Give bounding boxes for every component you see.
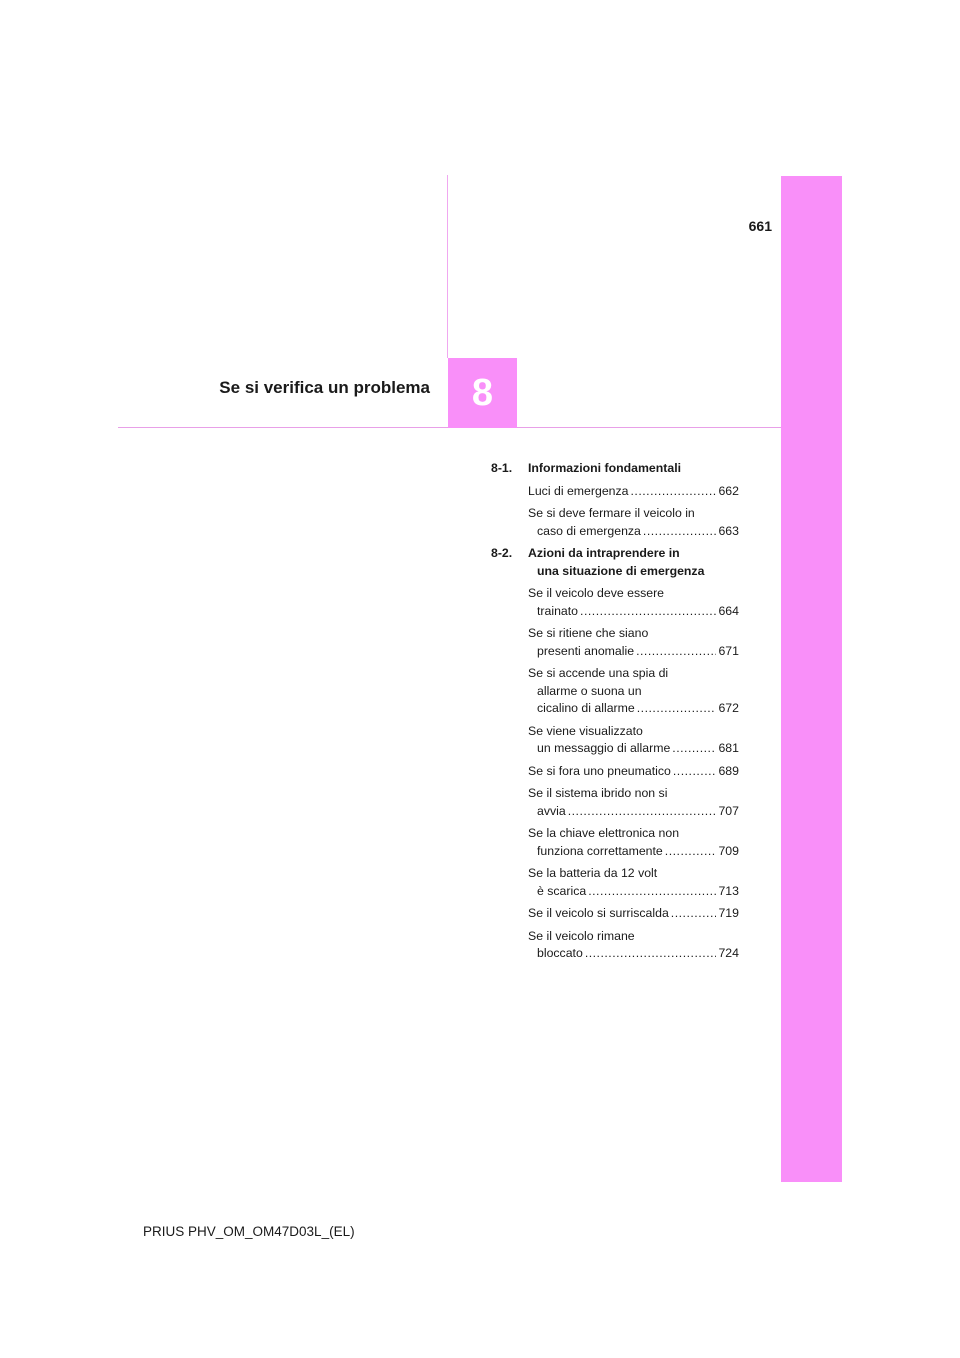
document-footer: PRIUS PHV_OM_OM47D03L_(EL) [143, 1224, 355, 1239]
toc-entry-line [528, 763, 739, 781]
table-of-contents [491, 460, 739, 968]
toc-entry-page: 724 [718, 946, 739, 960]
toc-entry-page: 671 [718, 643, 739, 658]
toc-section-title-line: Azioni da intraprendere in [528, 546, 680, 560]
toc-entry-line [528, 883, 739, 901]
toc-entry-line [528, 700, 739, 718]
toc-entry-text: Se viene visualizzato [528, 723, 643, 738]
toc-entry[interactable] [528, 723, 739, 758]
toc-entry-line [528, 865, 739, 883]
toc-entry-line [528, 585, 739, 603]
toc-entry[interactable] [528, 905, 739, 923]
toc-entry-text: allarme o suona un [537, 683, 642, 698]
toc-section-number: 8-1. [491, 461, 513, 475]
toc-entry-text: Se il veicolo si surriscalda [528, 906, 669, 920]
toc-dot-leader [672, 740, 716, 758]
toc-entry[interactable] [528, 825, 739, 860]
toc-entry-line [528, 825, 739, 843]
toc-entry-text: trainato [537, 603, 579, 618]
toc-entry-line [528, 483, 739, 501]
toc-entry-line [528, 643, 739, 661]
toc-dot-leader [643, 523, 717, 541]
toc-entry[interactable] [528, 785, 739, 820]
toc-entry-text: cicalino di allarme [537, 701, 635, 715]
toc-entry-line [528, 803, 739, 821]
toc-entry-text: caso di emergenza [537, 523, 641, 538]
toc-entry-line [528, 625, 739, 643]
toc-entry-page: 663 [718, 523, 739, 538]
toc-entry[interactable] [528, 865, 739, 900]
toc-entry-text: Se si deve fermare il veicolo in [528, 506, 695, 520]
toc-entry[interactable] [528, 505, 739, 540]
toc-section-title [528, 545, 739, 580]
toc-entry[interactable] [528, 625, 739, 660]
toc-entry[interactable] [528, 665, 739, 718]
toc-entry-page: 681 [718, 741, 739, 755]
toc-entry-page: 713 [718, 883, 739, 898]
toc-entry-text: presenti anomalie [537, 643, 635, 658]
toc-entry-text: Se il veicolo deve essere [528, 586, 665, 600]
toc-section-title-line: una situazione di emergenza [537, 563, 705, 578]
header-vertical-rule [447, 175, 448, 358]
toc-section [491, 545, 739, 963]
chapter-number-box [448, 358, 517, 428]
chapter-number: 8 [471, 371, 494, 414]
toc-dot-leader [673, 763, 717, 781]
toc-dot-leader [637, 700, 717, 718]
toc-entry-page: 664 [718, 603, 739, 618]
toc-entry-text: Se si accende una spia di [528, 666, 669, 680]
toc-entry-line [528, 723, 739, 741]
toc-entry-text: Se il sistema ibrido non si [528, 786, 668, 800]
toc-entry[interactable] [528, 483, 739, 501]
toc-section [491, 460, 739, 540]
toc-entry-line [528, 785, 739, 803]
toc-entry-text: Se si ritiene che siano [528, 626, 649, 640]
toc-dot-leader [630, 483, 716, 501]
toc-entry-page: 662 [718, 483, 739, 498]
toc-dot-leader [585, 945, 717, 963]
toc-entry-text: Luci di emergenza [528, 483, 629, 498]
toc-dot-leader [588, 883, 716, 901]
toc-entry-line [528, 665, 739, 683]
toc-entry-text: Se la batteria da 12 volt [528, 866, 658, 880]
chapter-title: Se si verifica un problema [219, 378, 430, 397]
toc-entry-line [528, 603, 739, 621]
toc-entry-text: un messaggio di allarme [537, 741, 671, 755]
toc-entry[interactable] [528, 585, 739, 620]
page-number: 661 [748, 218, 772, 234]
toc-entry-line [528, 505, 739, 523]
toc-entry-page: 672 [718, 701, 739, 715]
toc-entry-line [528, 928, 739, 946]
toc-entry-line [528, 843, 739, 861]
toc-entry-text: Se si fora uno pneumatico [528, 763, 671, 778]
toc-entry-text: funziona correttamente [537, 843, 663, 858]
toc-entry-line [528, 523, 739, 541]
toc-entry-text: è scarica [537, 883, 587, 898]
toc-entry-page: 719 [718, 906, 739, 920]
toc-entry-text: bloccato [537, 946, 583, 960]
chapter-thumb-tab [781, 176, 842, 1182]
toc-entry-line [528, 740, 739, 758]
toc-entry-text: Se la chiave elettronica non [528, 826, 680, 840]
toc-entry-page: 709 [718, 843, 739, 858]
toc-entry-line [528, 905, 739, 923]
toc-entry-line [528, 945, 739, 963]
toc-dot-leader [580, 603, 716, 621]
toc-dot-leader [636, 643, 716, 661]
toc-entry-text: avvia [537, 803, 566, 818]
toc-dot-leader [665, 843, 717, 861]
toc-entry-page: 707 [718, 803, 739, 818]
toc-dot-leader [671, 905, 717, 923]
toc-section-title [528, 460, 739, 478]
toc-dot-leader [568, 803, 717, 821]
toc-entry[interactable] [528, 928, 739, 963]
toc-section-title-line: Informazioni fondamentali [528, 461, 682, 475]
toc-entry-line [528, 683, 739, 701]
toc-entry-text: Se il veicolo rimane [528, 928, 635, 943]
toc-entry[interactable] [528, 763, 739, 781]
toc-entry-page: 689 [718, 763, 739, 778]
toc-section-number: 8-2. [491, 546, 513, 560]
